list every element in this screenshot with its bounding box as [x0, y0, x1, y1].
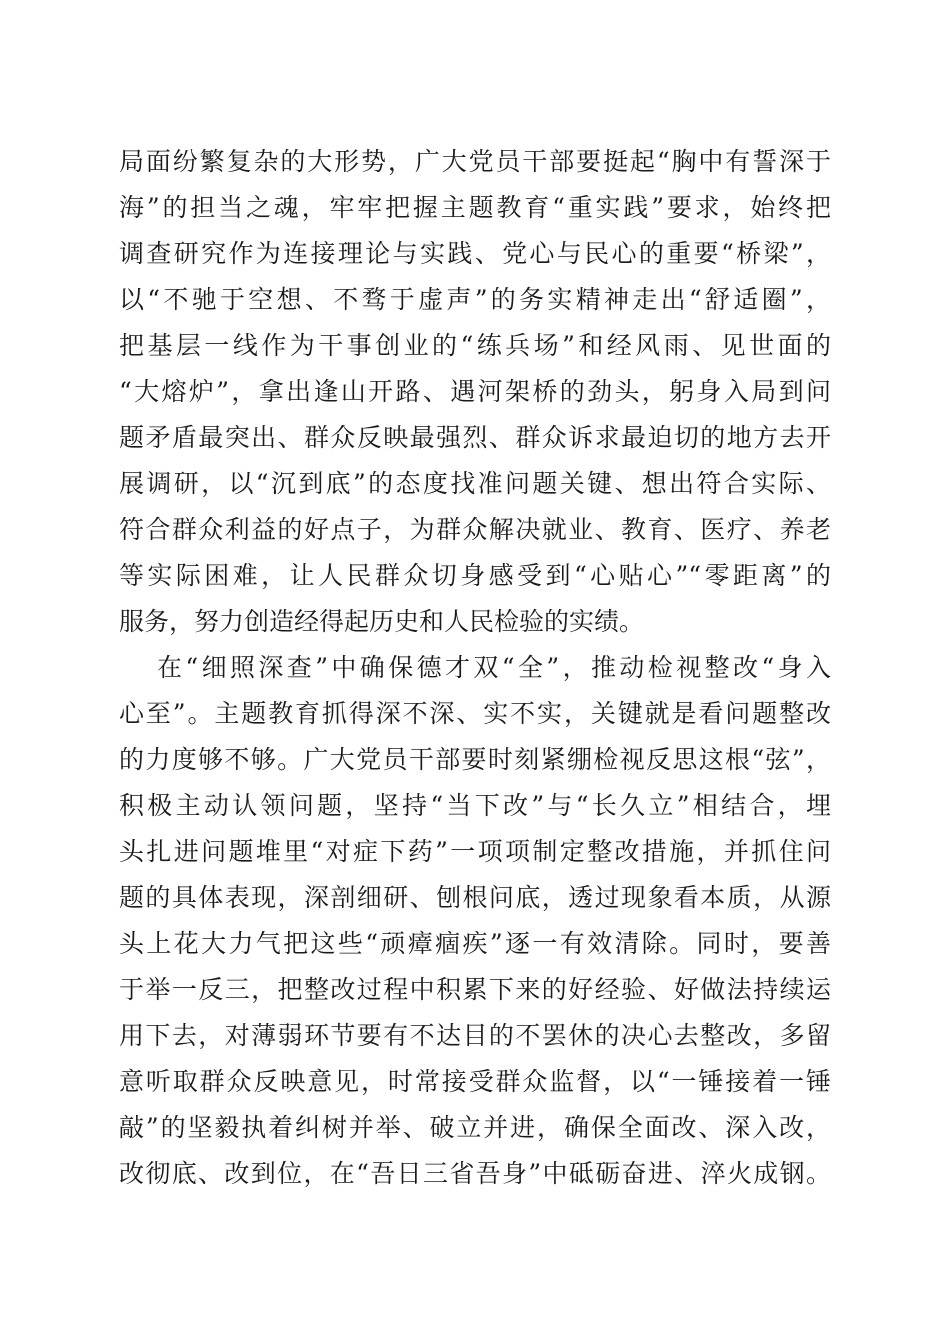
- paragraph-line: 头上花大力气把这些“顽瘴痼疾”逐一有效清除。同时，要善: [119, 929, 831, 958]
- paragraph-line: 敲”的坚毅执着纠树并举、破立并进，确保全面改、深入改，: [119, 1113, 831, 1142]
- paragraph-line: “大熔炉”，拿出逢山开路、遇河架桥的劲头，躬身入局到问: [119, 377, 831, 406]
- paragraph-line: 心至”。主题教育抓得深不深、实不实，关键就是看问题整改: [119, 699, 831, 728]
- paragraph-line: 调查研究作为连接理论与实践、党心与民心的重要“桥梁”，: [119, 239, 831, 268]
- paragraph-2: [119, 645, 831, 1197]
- paragraph-line: 海”的担当之魂，牢牢把握主题教育“重实践”要求，始终把: [119, 193, 831, 222]
- paragraph-line: 题矛盾最突出、群众反映最强烈、群众诉求最迫切的地方去开: [119, 423, 831, 452]
- paragraph-line: 积极主动认领问题，坚持“当下改”与“长久立”相结合，埋: [119, 791, 831, 820]
- paragraph-line: 等实际困难，让人民群众切身感受到“心贴心”“零距离”的: [119, 561, 831, 590]
- paragraph-line: 在“细照深查”中确保德才双“全”，推动检视整改“身入: [157, 653, 831, 682]
- document-body: [119, 139, 831, 1197]
- paragraph-line: 头扎进问题堆里“对症下药”一项项制定整改措施，并抓住问: [119, 837, 831, 866]
- paragraph-line: 局面纷繁复杂的大形势，广大党员干部要挺起“胸中有誓深于: [119, 147, 831, 176]
- paragraph-line: 把基层一线作为干事创业的“练兵场”和经风雨、见世面的: [119, 331, 831, 360]
- paragraph-line: 展调研，以“沉到底”的态度找准问题关键、想出符合实际、: [119, 469, 831, 498]
- paragraph-line: 意听取群众反映意见，时常接受群众监督，以“一锤接着一锤: [119, 1067, 831, 1096]
- paragraph-line: 的力度够不够。广大党员干部要时刻紧绷检视反思这根“弦”，: [119, 745, 831, 774]
- paragraph-line: 改彻底、改到位，在“吾日三省吾身”中砥砺奋进、淬火成钢。: [119, 1159, 831, 1188]
- paragraph-line: 符合群众利益的好点子，为群众解决就业、教育、医疗、养老: [119, 515, 831, 544]
- paragraph-line: 于举一反三，把整改过程中积累下来的好经验、好做法持续运: [119, 975, 831, 1004]
- paragraph-1: [119, 139, 831, 645]
- paragraph-line: 用下去，对薄弱环节要有不达目的不罢休的决心去整改，多留: [119, 1021, 831, 1050]
- paragraph-line: 服务，努力创造经得起历史和人民检验的实绩。: [119, 607, 645, 636]
- paragraph-line: 以“不驰于空想、不骛于虚声”的务实精神走出“舒适圈”，: [119, 285, 831, 314]
- paragraph-line: 题的具体表现，深剖细研、刨根问底，透过现象看本质，从源: [119, 883, 831, 912]
